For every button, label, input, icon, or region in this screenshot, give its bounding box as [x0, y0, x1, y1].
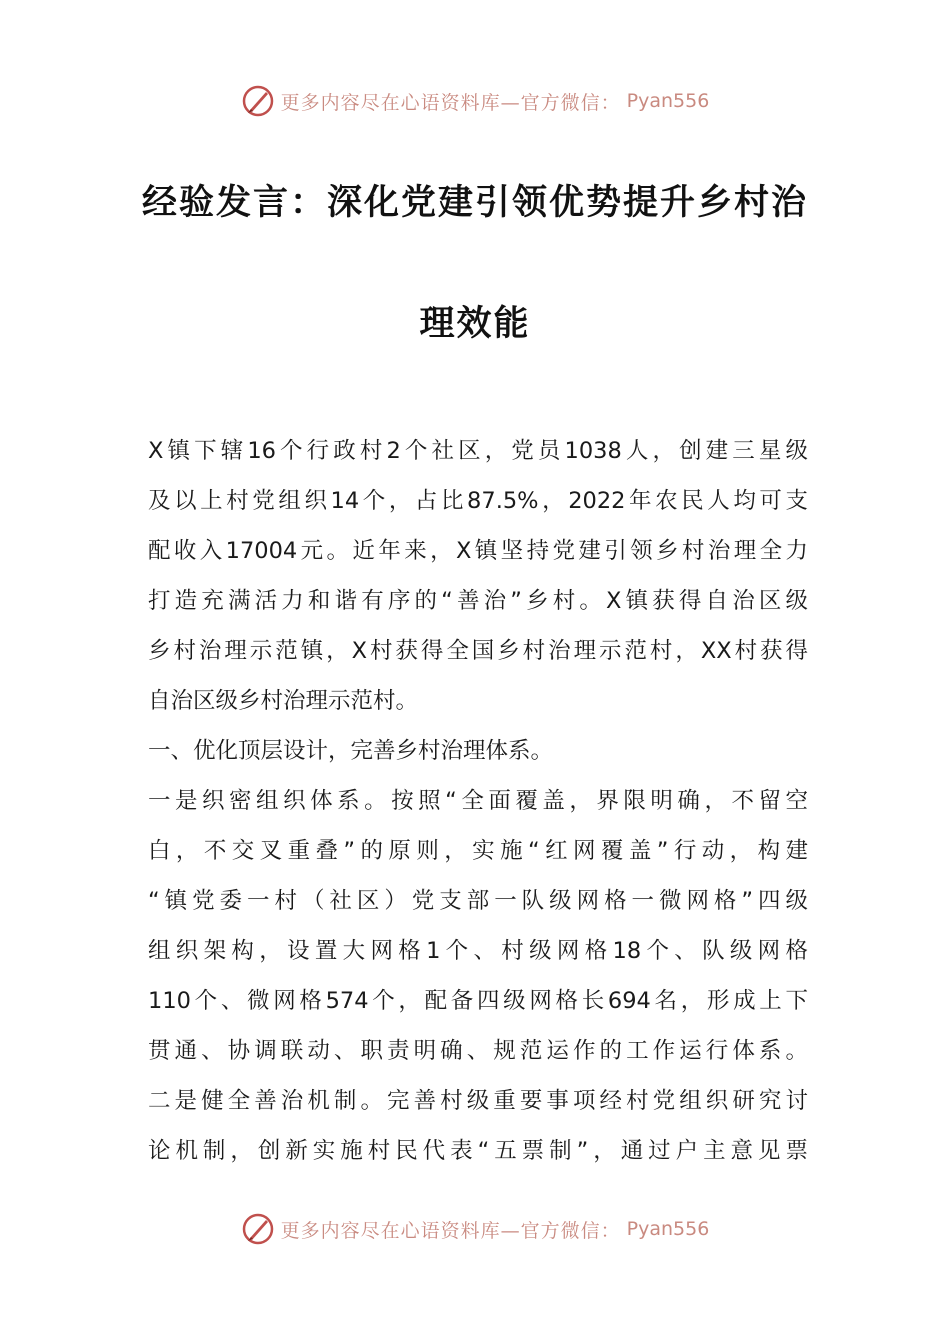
body-line: 自治区级乡村治理示范村。	[148, 688, 419, 714]
watermark-wechat-id: Pyan556	[626, 90, 710, 112]
quill-logo-icon	[241, 84, 275, 118]
body-line: 组织架构，设置大网格1个、村级网格18个、队级网格	[148, 938, 808, 964]
body-line: 110个、微网格574个，配备四级网格长694名，形成上下	[148, 988, 808, 1014]
body-line: 配收入17004元。近年来，X镇坚持党建引领乡村治理全力	[148, 538, 808, 564]
body-line: “镇党委一村（社区）党支部一队级网格一微网格”四级	[148, 888, 808, 914]
body-line: 打造充满活力和谐有序的“善治”乡村。X镇获得自治区级	[148, 588, 808, 614]
document-title-line-2: 理效能	[419, 303, 531, 344]
quill-logo-icon	[241, 1212, 275, 1246]
watermark-wechat-id: Pyan556	[626, 1218, 710, 1240]
body-line: X镇下辖16个行政村2个社区，党员1038人，创建三星级	[148, 438, 808, 464]
body-line: 贯通、协调联动、职责明确、规范运作的工作运行体系。	[148, 1038, 808, 1064]
section-heading: 一、优化顶层设计，完善乡村治理体系。	[148, 738, 554, 764]
body-line: 乡村治理示范镇，X村获得全国乡村治理示范村，XX村获得	[148, 638, 808, 664]
document-title-line-1: 经验发言：深化党建引领优势提升乡村治	[141, 182, 808, 223]
watermark-text: 更多内容尽在心语资料库—官方微信：	[280, 91, 621, 114]
watermark-footer	[0, 1212, 950, 1246]
body-line: 论机制，创新实施村民代表“五票制”，通过户主意见票	[148, 1138, 808, 1164]
body-line: 一是织密组织体系。按照“全面覆盖，界限明确，不留空	[148, 788, 808, 814]
body-line: 白，不交叉重叠”的原则，实施“红网覆盖”行动，构建	[148, 838, 808, 864]
body-line: 及以上村党组织14个，占比87.5%，2022年农民人均可支	[148, 488, 808, 514]
document-body	[148, 426, 808, 1176]
body-line: 二是健全善治机制。完善村级重要事项经村党组织研究讨	[148, 1088, 808, 1114]
watermark-header	[0, 84, 950, 118]
watermark-text: 更多内容尽在心语资料库—官方微信：	[280, 1219, 621, 1242]
